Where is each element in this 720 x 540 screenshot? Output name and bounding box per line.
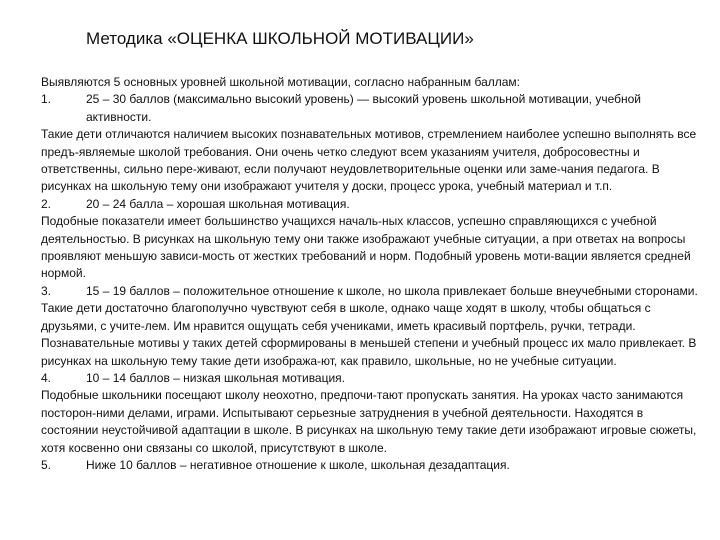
level-3-item xyxy=(41,283,701,300)
level-description: Такие дети достаточно благополучно чувствуют себя в школе, однако чаще ходят в школу, чтобы общаться с друзьями, с учите-лем. Им нравится ощущать себя учениками, иметь красивый портфель, ручки, тетради. Познавательные мотивы у таких детей сформированы в меньшей степени и учебный процесс их мало привлекает. В рисунках на школьную тему такие дети изобража-ют, как правило, школьные, но не учебные ситуации. xyxy=(41,301,697,368)
level-description: Подобные показатели имеет большинство учащихся началь-ных классов, успешно справляющихся с учебной деятельностью. В рисунках на школьную тему они также изображают учебные ситуации, а при ответах на вопросы проявляют меньшую зависи-мость от жестких требований и норм. Подобный уровень моти-вации является средней нормой. xyxy=(41,214,691,281)
level-heading: 10 – 14 баллов – низкая школьная мотивация. xyxy=(86,370,346,385)
intro-paragraph: Выявляются 5 основных уровней школьной мотивации, согласно набранным баллам: xyxy=(41,75,521,89)
level-heading: Ниже 10 баллов – негативное отношение к школе, школьная дезадаптация. xyxy=(86,457,510,472)
level-5-item xyxy=(41,457,701,474)
level-number: 5. xyxy=(41,457,52,472)
level-1-item xyxy=(41,91,701,126)
page-title: Методика «ОЦЕНКА ШКОЛЬНОЙ МОТИВАЦИИ» xyxy=(86,29,474,48)
level-description: Подобные школьники посещают школу неохотно, предпочи-тают пропускать занятия. На уроках часто занимаются посторон-ними делами, играми. Испытывают серьезные затруднения в учебной деятельности. Находятся в состоянии неустойчивой адаптации в школе. В рисунках на школьную тему такие дети изображают игровые сюжеты, хотя косвенно они связаны со школой, присутствуют в школе. xyxy=(41,388,697,455)
document-body xyxy=(41,74,701,474)
level-description: Такие дети отличаются наличием высоких познавательных мотивов, стремлением наиболее успешно выполнять все предъ-являемые школой требования. Они очень четко следуют всем указаниям учителя, добросовестны и ответственны, сильно пере-живают, если получают неудовлетворительные оценки или заме-чания педагога. В рисунках на школьную тему они изображают учителя у доски, процесс урока, учебный материал и т.п. xyxy=(41,127,697,194)
level-number: 3. xyxy=(41,283,52,298)
level-heading: 15 – 19 баллов – положительное отношение к школе, но школа привлекает больше внеучебными сторонами. xyxy=(86,283,698,298)
level-number: 1. xyxy=(41,92,52,107)
level-heading: 20 – 24 балла – хорошая школьная мотивация. xyxy=(86,196,350,211)
level-2-item xyxy=(41,196,701,213)
level-number: 4. xyxy=(41,370,52,385)
level-number: 2. xyxy=(41,196,52,211)
level-4-item xyxy=(41,370,701,387)
level-heading: 25 – 30 баллов (максимально высокий уровень) — высокий уровень школьной мотивации, учебной активности. xyxy=(86,92,641,124)
